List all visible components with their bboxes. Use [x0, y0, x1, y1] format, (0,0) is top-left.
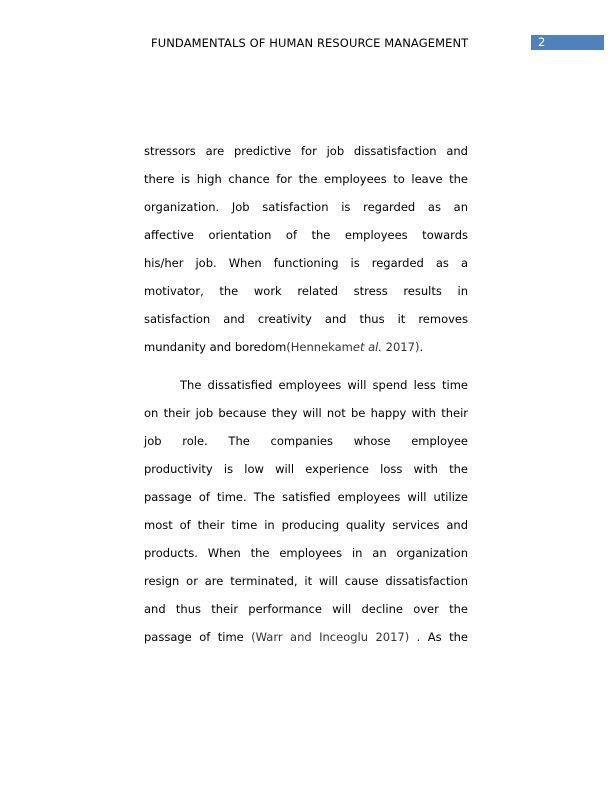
- paragraph-1: [144, 142, 468, 366]
- paragraph-1-last-text: mundanity and boredom: [144, 340, 287, 354]
- paragraph-1-line: his/her job. When functioning is regarded as a: [144, 256, 468, 270]
- paragraph-2-last-line: [144, 628, 468, 656]
- paragraph-2-line: and thus their performance will decline over the: [144, 602, 468, 616]
- paragraph-2-line: productivity is low will experience loss with the: [144, 462, 468, 476]
- paragraph-1-line: motivator, the work related stress results in: [144, 284, 468, 298]
- paragraph-1-line: stressors are predictive for job dissatisfaction and: [144, 144, 468, 158]
- paragraph-1-line: organization. Job satisfaction is regarded as an: [144, 200, 468, 214]
- paragraph-1-last-line: [144, 338, 468, 366]
- citation-open: (Hennekam: [286, 340, 353, 354]
- paragraph-1-line: affective orientation of the employees towards: [144, 228, 468, 242]
- paragraph-2-line: job role. The companies whose employee: [144, 434, 468, 448]
- paragraph-2-first-line: The dissatisfied employees will spend less time: [180, 378, 468, 392]
- citation-warr-inceoglu: (Warr and Inceoglu 2017): [251, 630, 410, 644]
- paragraph-1-line: satisfaction and creativity and thus it removes: [144, 312, 468, 326]
- page-number-badge: 2: [531, 35, 604, 50]
- paragraph-2-line: passage of time. The satisfied employees will utilize: [144, 490, 468, 504]
- paragraph-2: [144, 376, 468, 656]
- paragraph-1-end-punct: .: [419, 340, 424, 354]
- citation-et-al: et al.: [352, 340, 383, 354]
- paragraph-2-line: products. When the employees in an organization: [144, 546, 468, 560]
- paragraph-2-line: on their job because they will not be happy with their: [144, 406, 468, 420]
- paragraph-2-last-end: . As the: [409, 630, 468, 644]
- citation-close: 2017): [382, 340, 420, 354]
- paragraph-2-line: resign or are terminated, it will cause dissatisfaction: [144, 574, 468, 588]
- paragraph-2-line: most of their time in producing quality services and: [144, 518, 468, 532]
- paragraph-2-last-start: passage of time: [144, 630, 252, 644]
- paragraph-1-line: there is high chance for the employees to leave the: [144, 172, 468, 186]
- citation-hennekam: [286, 340, 419, 354]
- running-header-title: FUNDAMENTALS OF HUMAN RESOURCE MANAGEMENT: [151, 36, 469, 50]
